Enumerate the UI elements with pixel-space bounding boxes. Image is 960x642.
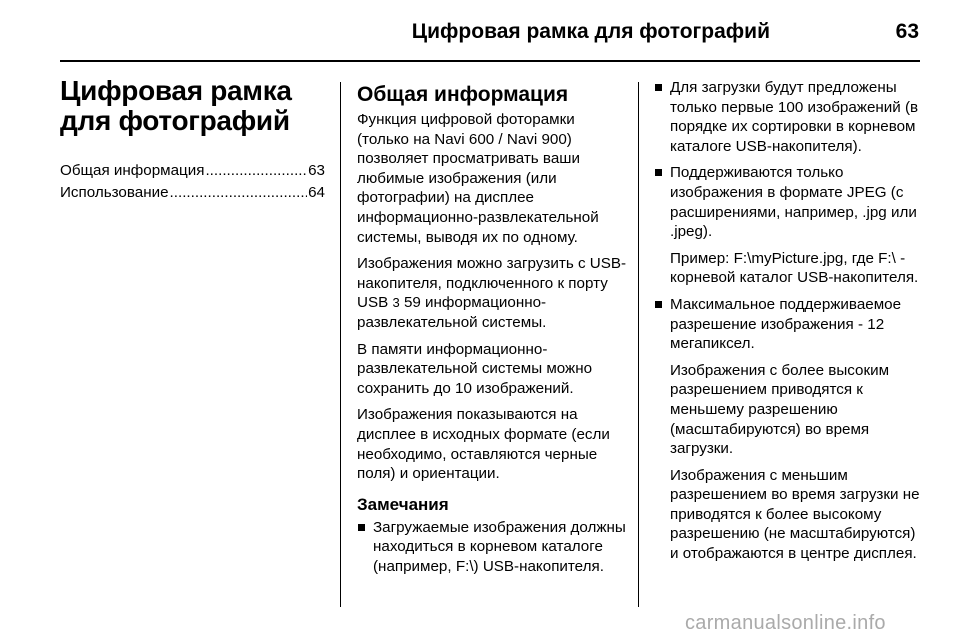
note-item: [357, 518, 629, 577]
notes-column: [654, 78, 924, 571]
toc-entry-label: Общая информация: [60, 162, 205, 179]
note-text: Изображения с более высоким разрешением приводятся к меньшему разрешению (масштабируются) во время загрузки.: [670, 361, 890, 458]
bullet-square-icon: [655, 84, 662, 91]
watermark-brand: carmanualsonline.info: [685, 612, 886, 634]
note-item: [654, 295, 924, 564]
note-text: Максимальное поддерживаемое разрешение изображения - 12 мегапиксел.: [670, 295, 902, 353]
paragraph-text: Изображения можно загрузить с USB-накопителя, подключенного к порту USB: [357, 255, 627, 312]
note-text: Для загрузки будут предложены только первые 100 изображений (в порядке их сортировки в корневом каталоге USB-накопителя).: [670, 79, 919, 155]
toc-entry-page: 64: [308, 184, 325, 201]
running-header-title: Цифровая рамка для фотографий: [411, 20, 770, 43]
note-text: Изображения с меньшим разрешением во время загрузки не приводятся к более высокому разрешению (не масштабируются) и отображаются в центре дисплея.: [670, 466, 920, 563]
toc-leader: [170, 182, 308, 204]
page-number: 63: [895, 20, 919, 43]
page-reference-arrow-icon[interactable]: [392, 295, 399, 310]
section-title: Общая информация: [357, 83, 569, 106]
column-divider: [638, 82, 639, 607]
paragraph-text: 59 информационно-развлекательной системы.: [357, 294, 547, 331]
bullet-square-icon: [358, 524, 365, 531]
paragraph: В памяти информационно-развлекательной системы можно сохранить до 10 изображений.: [357, 340, 593, 397]
toc-leader: [205, 160, 307, 182]
table-of-contents: [60, 160, 325, 204]
paragraph: Изображения показываются на дисплее в исходных формате (если необходимо, оставляются черные поля) и ориентации.: [357, 406, 610, 483]
note-item: [654, 78, 924, 156]
toc-entry[interactable]: [60, 182, 325, 204]
general-info-column: [357, 82, 629, 583]
toc-entry-label: Использование: [60, 184, 169, 201]
paragraph: [357, 254, 629, 332]
bullet-square-icon: [655, 301, 662, 308]
page-reference-glyph: 3: [392, 295, 400, 311]
header-rule: [60, 60, 920, 62]
toc-entry-page: 63: [308, 162, 325, 179]
note-item: [654, 163, 924, 288]
chapter-column: [60, 76, 325, 204]
toc-entry[interactable]: [60, 160, 325, 182]
bullet-square-icon: [655, 169, 662, 176]
notes-title: Замечания: [357, 494, 449, 514]
chapter-title: Цифровая рамка для фотографий: [60, 75, 292, 136]
note-text: Поддерживаются только изображения в формате JPEG (с расширениями, например, .jpg или .jpeg).: [670, 164, 917, 241]
column-divider: [340, 82, 341, 607]
note-text: Загружаемые изображения должны находиться в корневом каталоге (например, F:\) USB-накопителя.: [373, 518, 626, 575]
paragraph: Функция цифровой фоторамки (только на Navi 600 / Navi 900) позволяет просматривать ваши любимые изображения (или фотографии) на дисплее информационно-развлекательной системы, выводя их по одному.: [357, 111, 599, 246]
note-text: Пример: F:\myPicture.jpg, где F:\ - корневой каталог USB-накопителя.: [670, 249, 919, 287]
